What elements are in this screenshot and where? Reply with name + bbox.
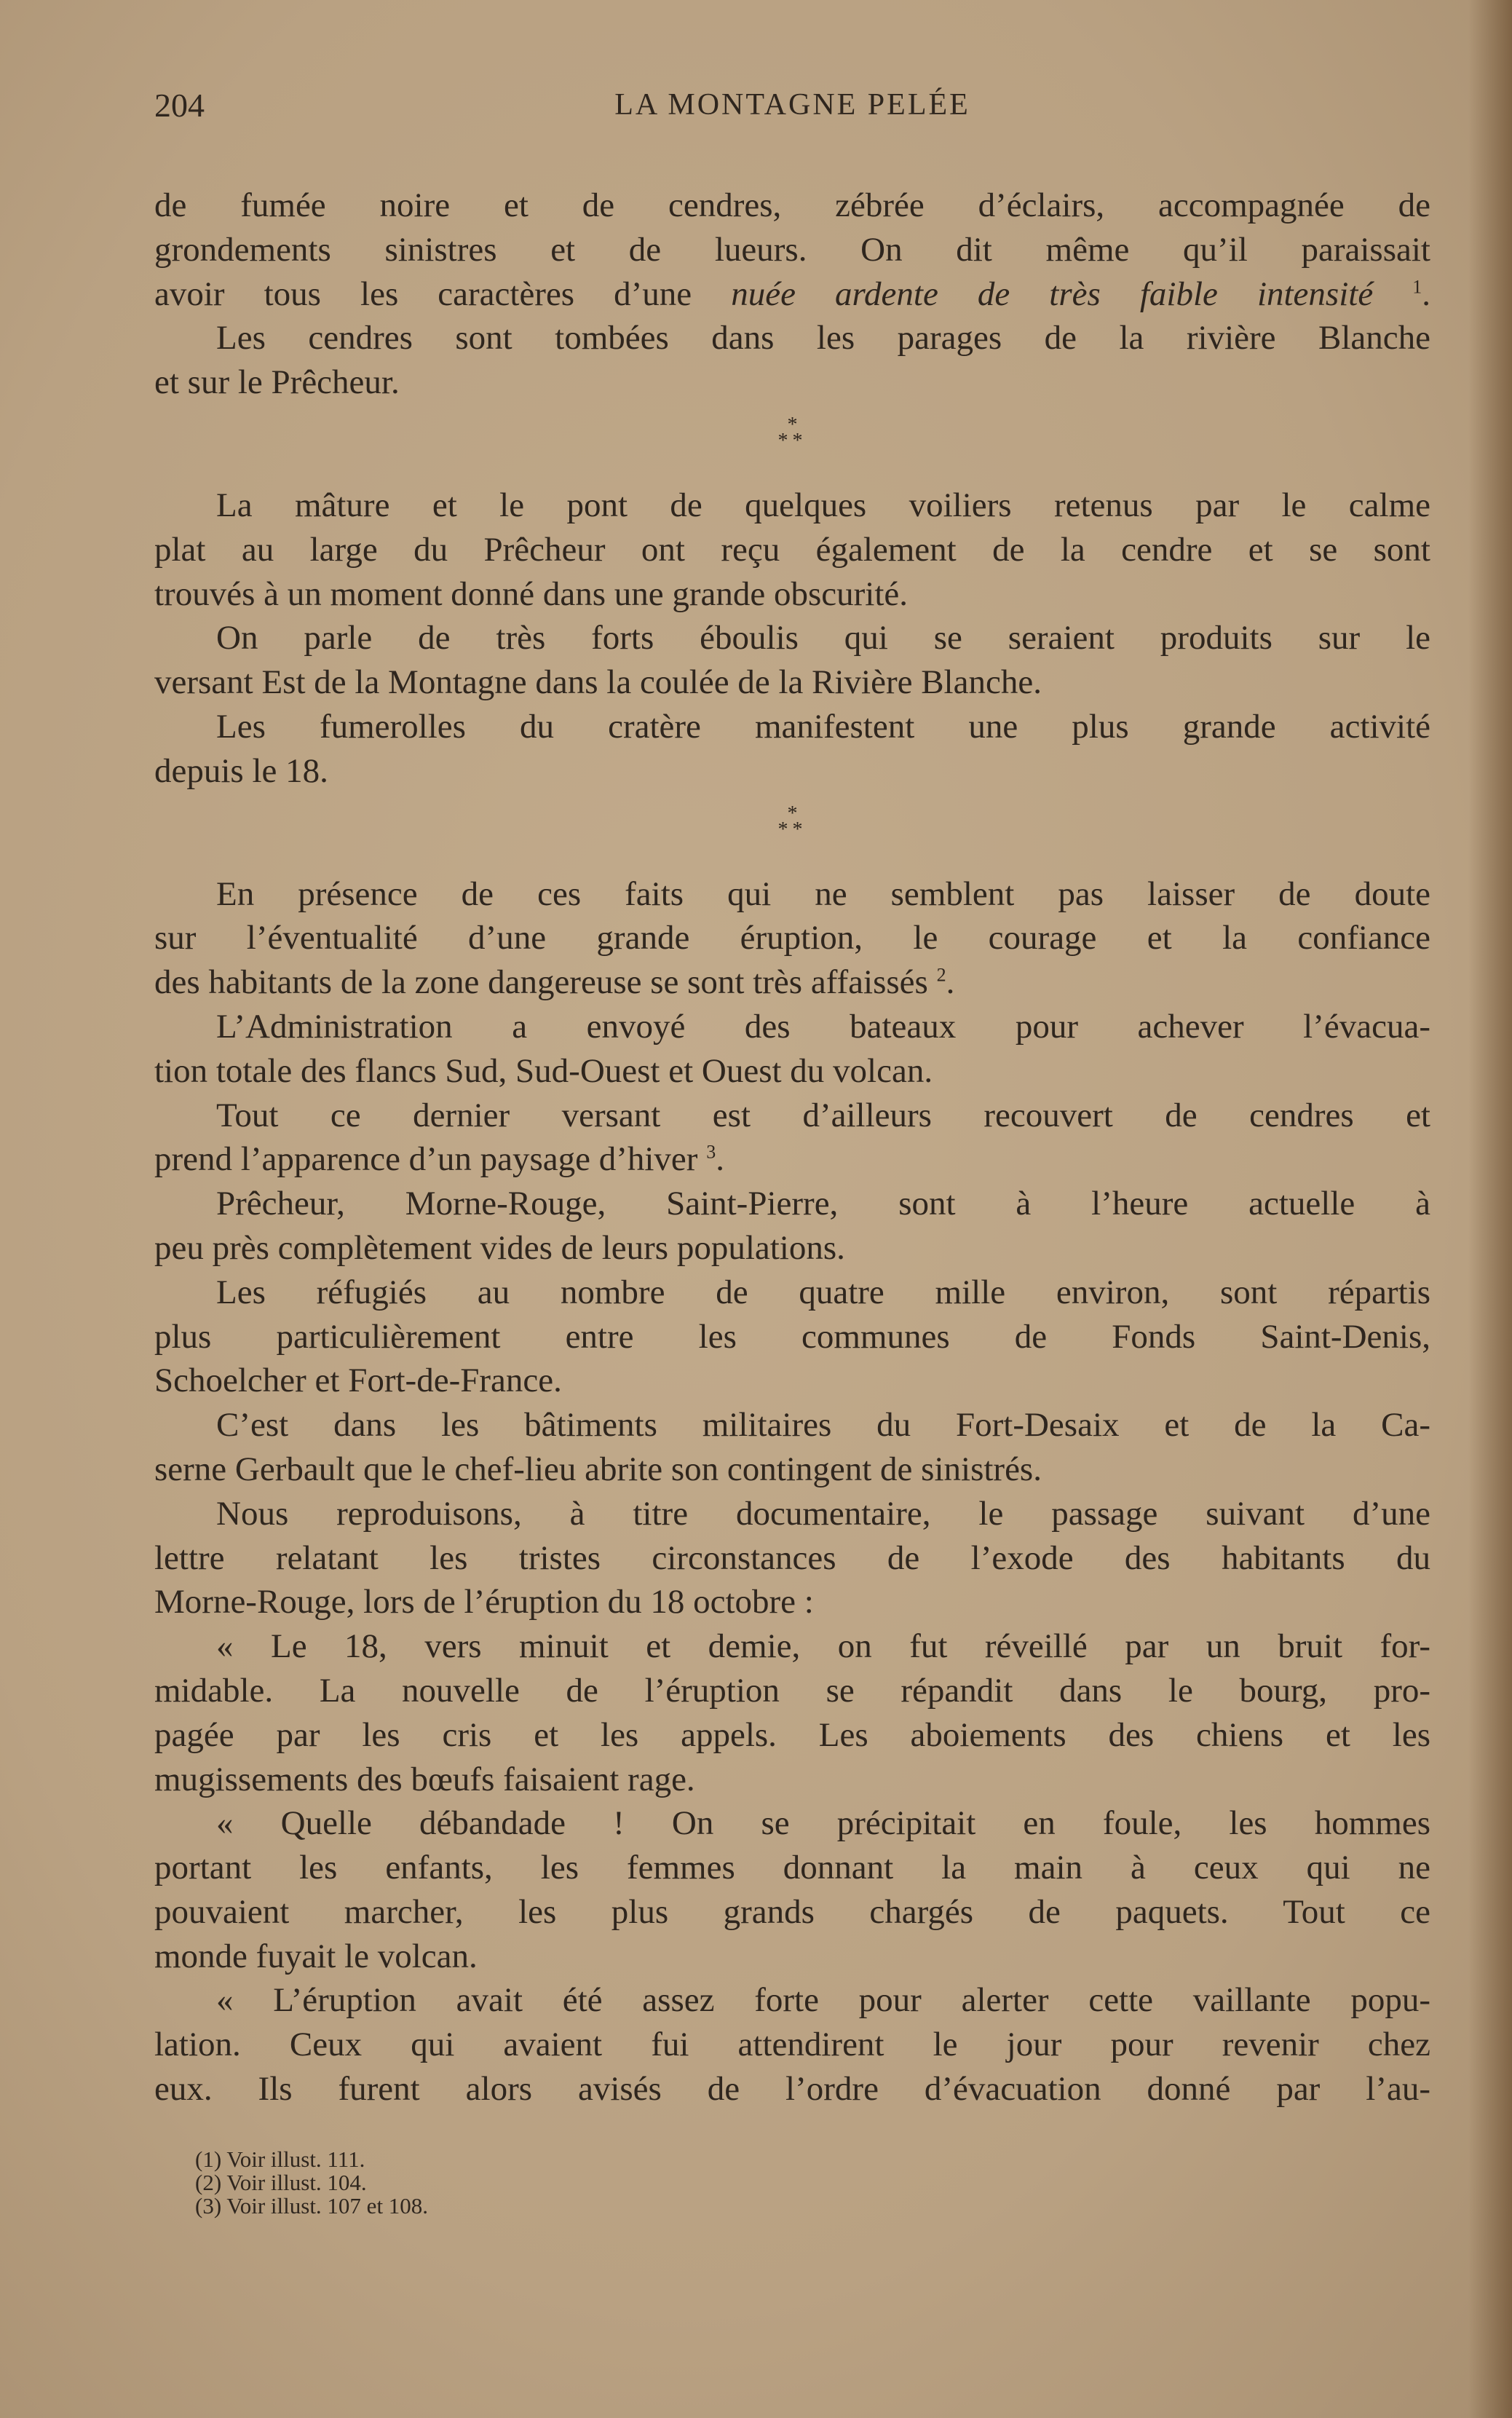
text-line: lettre relatant les tristes circonstances de l’exode des habitants du [154,1538,1430,1577]
paragraph [154,1005,1430,1094]
paragraph [154,316,1430,405]
footnote-ref[interactable]: 2 [936,964,946,986]
italic-text: nuée ardente de très faible intensité [731,274,1374,313]
text-line: Nous reproduisons, à titre documentaire, le passage suivant d’une [216,1494,1430,1533]
asterism-stars: ** [777,429,807,452]
text-line: et sur le Prêcheur. [154,363,400,402]
paragraph [154,1094,1430,1182]
text-line: mugissements des bœufs faisaient rage. [154,1760,695,1798]
text-line [154,960,1430,1005]
text-line: pouvaient marcher, les plus grands chargés de paquets. Tout ce [154,1892,1430,1931]
text-line: midable. La nouvelle de l’éruption se répandit dans le bourg, pro- [154,1671,1430,1710]
asterism-stars: ** [777,818,807,841]
asterism-divider [154,405,1430,483]
text-line: « Le 18, vers minuit et demie, on fut réveillé par un bruit for- [216,1627,1430,1666]
text-line: trouvés à un moment donné dans une grande obscurité. [154,574,909,613]
text-segment: avoir tous les caractères d’une [154,274,732,313]
text-line: portant les enfants, les femmes donnant la main à ceux qui ne [154,1849,1430,1887]
paragraph [154,1403,1430,1492]
text-segment: prend l’apparence d’un paysage d’hiver [154,1140,707,1179]
text-line: versant Est de la Montagne dans la coulée de la Rivière Blanche. [154,663,1042,702]
text-segment: des habitants de la zone dangereuse se sont très affaissés [154,963,937,1002]
paragraph [154,705,1430,794]
text-line: L’Administration a envoyé des bateaux pour achever l’évacua- [216,1007,1430,1046]
text-line: plus particulièrement entre les communes de Fonds Saint-Denis, [154,1317,1430,1356]
asterism-star: * [787,413,798,436]
text-line: On parle de très forts éboulis qui se seraient produits sur le [216,619,1430,657]
text-line [154,1137,1430,1182]
paragraph [154,1271,1430,1403]
page-header [154,86,1430,130]
text-line: pagée par les cris et les appels. Les aboiements des chiens et les [154,1715,1430,1754]
text-line: monde fuyait le volcan. [154,1937,478,1975]
page-body [154,183,1430,2111]
paragraph [154,1624,1430,1801]
page-number: 204 [154,87,205,124]
text-line: plat au large du Prêcheur ont reçu également de la cendre et se sont [154,530,1430,569]
asterism-star: * [787,802,798,825]
paragraph [154,483,1430,616]
footnote-ref[interactable]: 1 [1412,275,1422,297]
text-segment: . [716,1140,724,1179]
text-segment [1373,275,1412,313]
running-title: LA MONTAGNE PELÉE [614,88,970,122]
footnote-2: (2) Voir illust. 104. [195,2170,367,2195]
paragraph [154,616,1430,705]
footnotes [195,2148,428,2218]
text-line: Schoelcher et Fort-de-France. [154,1362,562,1400]
paragraph [154,872,1430,1005]
text-line: eux. Ils furent alors avisés de l’ordre d’évacuation donné par l’au- [154,2070,1430,2109]
text-line: En présence de ces faits qui ne semblent pas laisser de doute [216,874,1430,913]
paragraph [154,1492,1430,1624]
text-line: La mâture et le pont de quelques voiliers retenus par le calme [216,486,1430,524]
paragraph [154,1978,1430,2111]
text-line: de fumée noire et de cendres, zébrée d’éclairs, accompagnée de [154,186,1430,224]
text-segment: . [1422,274,1430,313]
text-line: Prêcheur, Morne-Rouge, Saint-Pierre, sont à l’heure actuelle à [216,1185,1430,1223]
text-line: « Quelle débandade ! On se précipitait en foule, les hommes [216,1804,1430,1843]
text-line: lation. Ceux qui avaient fui attendirent le jour pour revenir chez [154,2026,1430,2064]
paragraph [154,1182,1430,1271]
text-line: Tout ce dernier versant est d’ailleurs recouvert de cendres et [216,1096,1430,1134]
text-segment: . [946,963,955,1002]
text-line: C’est dans les bâtiments militaires du Fort-Desaix et de la Ca- [216,1406,1430,1445]
text-line: depuis le 18. [154,751,328,790]
text-line: sur l’éventualité d’une grande éruption, le courage et la confiance [154,919,1430,957]
text-line: serne Gerbault que le chef-lieu abrite son contingent de sinistrés. [154,1450,1042,1488]
page-edge-shadow [1468,0,1512,2418]
paragraph [154,1801,1430,1978]
text-line: Les réfugiés au nombre de quatre mille environ, sont répartis [216,1273,1430,1311]
paragraph [154,183,1430,316]
footnote-ref[interactable]: 3 [706,1141,716,1163]
text-line: peu près complètement vides de leurs populations. [154,1228,845,1267]
text-line: Les fumerolles du cratère manifestent une plus grande activité [216,707,1430,746]
text-line: tion totale des flancs Sud, Sud-Ouest et Ouest du volcan. [154,1051,933,1090]
text-line [154,272,1430,317]
text-line: Les cendres sont tombées dans les parages de la rivière Blanche [216,319,1430,357]
footnote-3: (3) Voir illust. 107 et 108. [195,2193,429,2219]
text-line: Morne-Rouge, lors de l’éruption du 18 octobre : [154,1583,814,1621]
text-line: grondements sinistres et de lueurs. On dit même qu’il paraissait [154,230,1430,269]
text-line: « L’éruption avait été assez forte pour alerter cette vaillante popu- [216,1981,1430,2020]
asterism-divider [154,794,1430,872]
footnote-1: (1) Voir illust. 111. [195,2146,365,2172]
